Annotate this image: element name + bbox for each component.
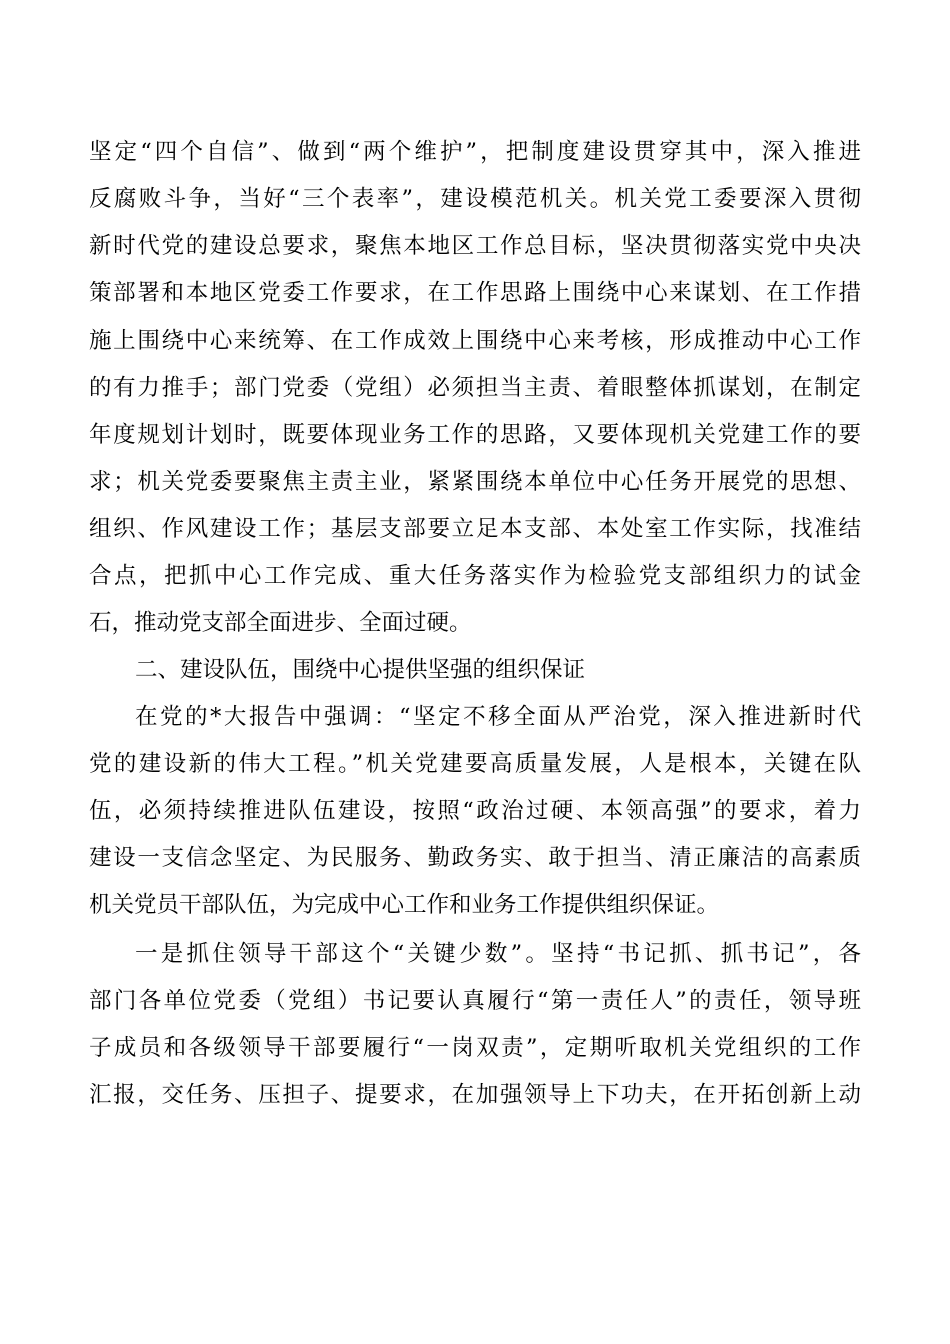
- body-text-line: 组织、作风建设工作；基层支部要立足本支部、本处室工作实际，找准结: [89, 516, 861, 542]
- body-text-line: 伍，必须持续推进队伍建设，按照“政治过硬、本领高强”的要求，着力: [89, 798, 861, 824]
- body-text-line: 石，推动党支部全面进步、全面过硬。: [89, 610, 472, 636]
- body-text-line: 机关党员干部队伍，为完成中心工作和业务工作提供组织保证。: [89, 892, 720, 918]
- body-text-line: 年度规划计划时，既要体现业务工作的思路，又要体现机关党建工作的要: [89, 422, 861, 448]
- body-text-line: 求；机关党委要聚焦主责主业，紧紧围绕本单位中心任务开展党的思想、: [89, 469, 861, 495]
- body-text-line: 的有力推手；部门党委（党组）必须担当主责、着眼整体抓谋划，在制定: [89, 375, 861, 401]
- body-text-line: 策部署和本地区党委工作要求，在工作思路上围绕中心来谋划、在工作措: [89, 280, 861, 306]
- body-text-line: 坚定“四个自信”、做到“两个维护”，把制度建设贯穿其中，深入推进: [89, 139, 861, 165]
- body-text-line: 一是抓住领导干部这个“关键少数”。坚持“书记抓、抓书记”，各: [135, 941, 861, 967]
- body-text-line: 汇报，交任务、压担子、提要求，在加强领导上下功夫，在开拓创新上动: [89, 1082, 861, 1108]
- body-text-line: 合点，把抓中心工作完成、重大任务落实作为检验党支部组织力的试金: [89, 563, 861, 589]
- body-text-line: 部门各单位党委（党组）书记要认真履行“第一责任人”的责任，领导班: [89, 988, 861, 1014]
- section-heading: 二、建设队伍，围绕中心提供坚强的组织保证: [135, 657, 586, 683]
- body-text-line: 建设一支信念坚定、为民服务、勤政务实、敢于担当、清正廉洁的高素质: [89, 845, 861, 871]
- body-text-line: 新时代党的建设总要求，聚焦本地区工作总目标，坚决贯彻落实党中央决: [89, 233, 861, 259]
- body-text-line: 在党的*大报告中强调：“坚定不移全面从严治党，深入推进新时代: [135, 704, 861, 730]
- body-text-line: 党的建设新的伟大工程。”机关党建要高质量发展，人是根本，关键在队: [89, 751, 861, 777]
- body-text-line: 子成员和各级领导干部要履行“一岗双责”，定期听取机关党组织的工作: [89, 1035, 861, 1061]
- body-text-line: 反腐败斗争，当好“三个表率”，建设模范机关。机关党工委要深入贯彻: [89, 186, 861, 212]
- body-text-line: 施上围绕中心来统筹、在工作成效上围绕中心来考核，形成推动中心工作: [89, 328, 861, 354]
